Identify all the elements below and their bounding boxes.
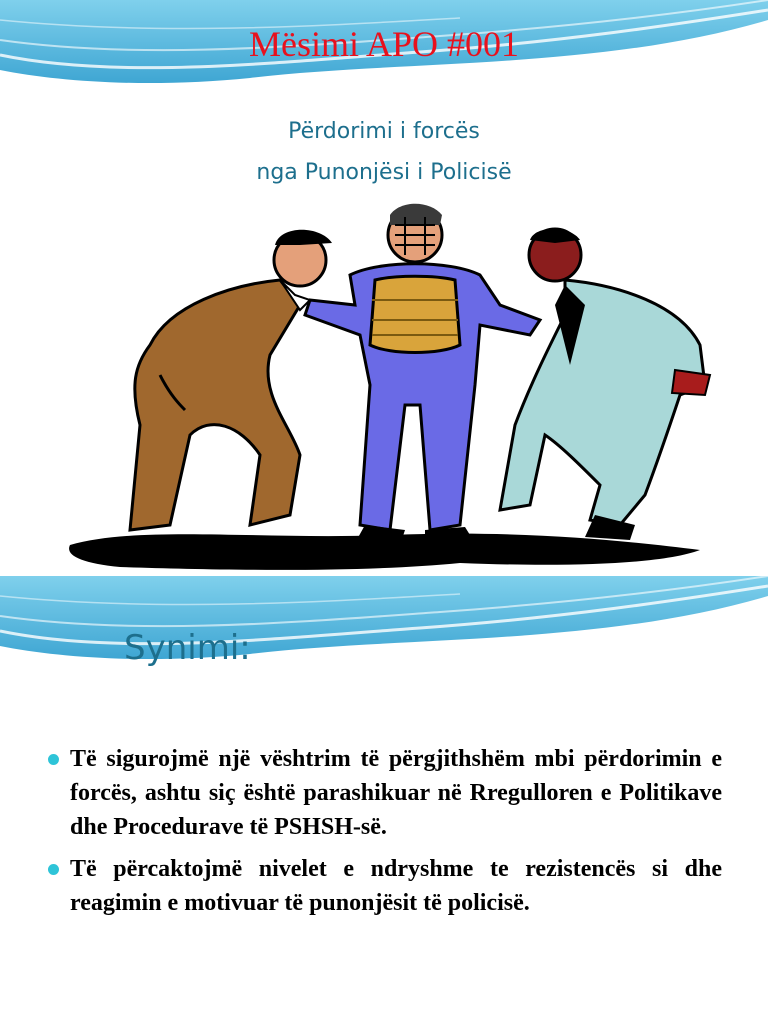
lesson-title: Mësimi APO #001 [248, 24, 520, 64]
right-man-figure [500, 229, 710, 540]
bullet-dot-icon [48, 754, 59, 765]
lesson-subtitle-line-1: Përdorimi i forcës [288, 119, 480, 144]
bullet-text: Të përcaktojmë nivelet e ndryshme te rezistencës si dhe reagimin e motivuar të punonjësit të policisë. [70, 856, 722, 916]
wave-header-decoration [0, 576, 768, 666]
list-item [48, 742, 722, 844]
lesson-subtitle-line-2: nga Punonjësi i Policisë [256, 160, 512, 185]
objective-bullet-list [48, 742, 722, 928]
objective-heading: Synimi: [124, 628, 251, 668]
bullet-dot-icon [48, 864, 59, 875]
left-man-figure [130, 230, 332, 530]
slide-2 [0, 576, 768, 1024]
bullet-text: Të sigurojmë një vështrim të përgjithshëm mbi përdorimin e forcës, ashtu siç është parashikuar në Rregulloren e Politikave dhe Procedurave të PSHSH-së. [70, 746, 722, 840]
list-item [48, 852, 722, 920]
police-separating-men-clipart [60, 195, 720, 575]
